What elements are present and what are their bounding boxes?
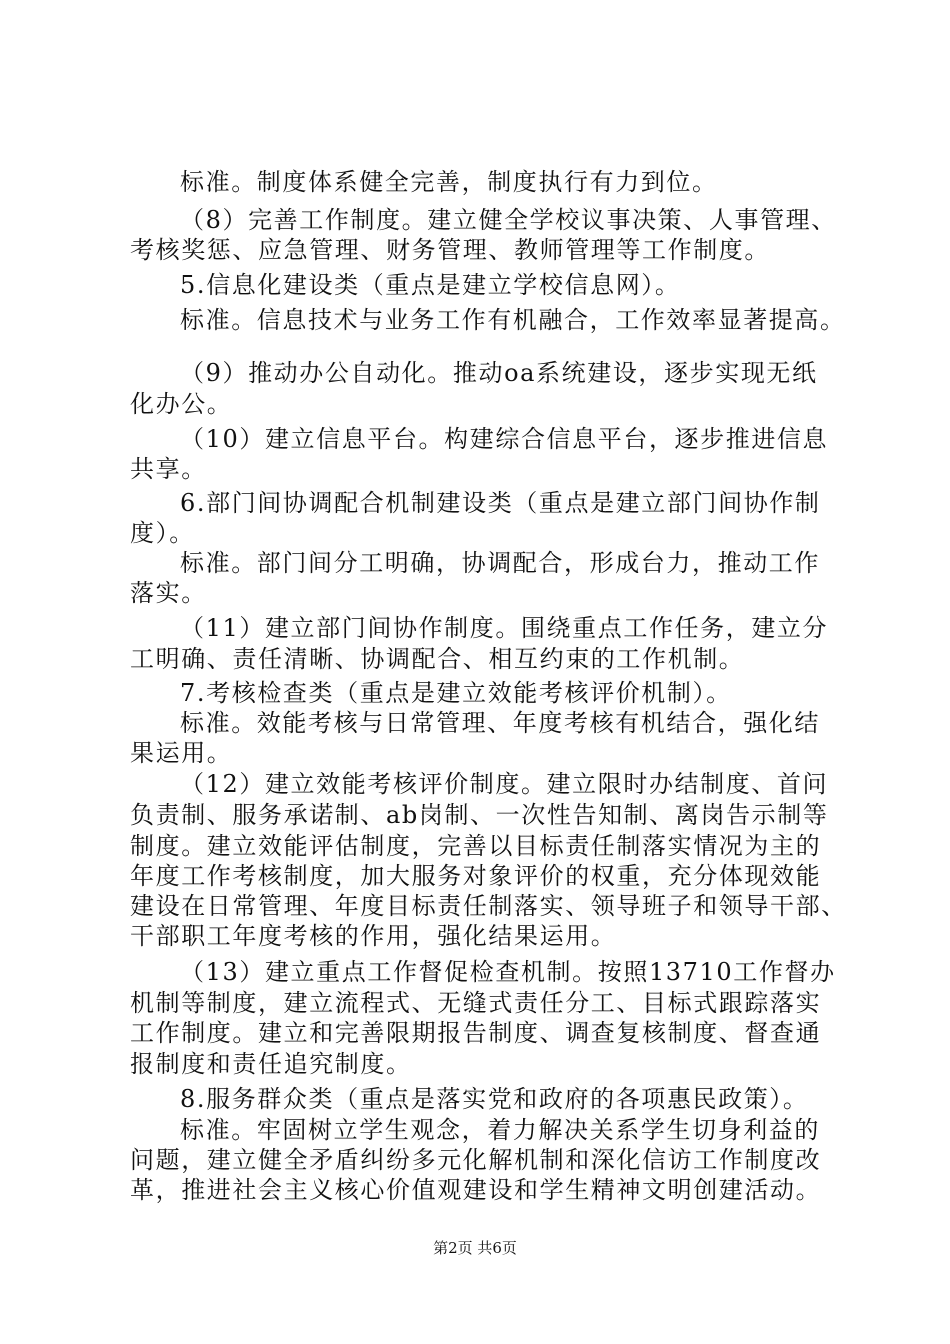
section-heading: 7.考核检查类（重点是建立效能考核评价机制）。: [180, 679, 732, 707]
text-line: 制度。建立效能评估制度，完善以目标责任制落实情况为主的: [130, 832, 822, 860]
text-line: （11）建立部门间协作制度。围绕重点工作任务，建立分: [180, 614, 829, 642]
text-line: （10）建立信息平台。构建综合信息平台，逐步推进信息: [180, 425, 829, 453]
text-line: 报制度和责任追究制度。: [130, 1050, 412, 1078]
text-line: 干部职工年度考核的作用，强化结果运用。: [130, 922, 617, 950]
section-heading: 5.信息化建设类（重点是建立学校信息网）。: [180, 271, 681, 299]
page-footer: 第2页 共6页: [433, 1239, 517, 1257]
text-line: （12）建立效能考核评价制度。建立限时办结制度、首问: [180, 770, 829, 798]
text-line: 工明确、责任清晰、协调配合、相互约束的工作机制。: [130, 645, 745, 673]
text-line: （13）建立重点工作督促检查机制。按照13710工作督办: [180, 958, 836, 986]
text-line: 化办公。: [130, 390, 233, 418]
text-line: 果运用。: [130, 739, 233, 767]
text-line: （9）推动办公自动化。推动oa系统建设，逐步实现无纸: [180, 359, 818, 387]
section-heading: 8.服务群众类（重点是落实党和政府的各项惠民政策）。: [180, 1085, 809, 1113]
text-line: 机制等制度，建立流程式、无缝式责任分工、目标式跟踪落实: [130, 989, 822, 1017]
text-line: 革，推进社会主义核心价值观建设和学生精神文明创建活动。: [130, 1176, 822, 1204]
text-line: 标准。部门间分工明确，协调配合，形成台力，推动工作: [180, 549, 820, 577]
text-line: 问题，建立健全矛盾纠纷多元化解机制和深化信访工作制度改: [130, 1146, 822, 1174]
text-line: 年度工作考核制度，加大服务对象评价的权重，充分体现效能: [130, 862, 822, 890]
text-line: 工作制度。建立和完善限期报告制度、调查复核制度、督查通: [130, 1019, 822, 1047]
section-heading: 6.部门间协调配合机制建设类（重点是建立部门间协作制: [180, 489, 821, 517]
text-line: 标准。效能考核与日常管理、年度考核有机结合，强化结: [180, 709, 820, 737]
text-line: 落实。: [130, 579, 207, 607]
text-line: 负责制、服务承诺制、ab岗制、一次性告知制、离岗告示制等: [130, 801, 829, 829]
text-line: （8）完善工作制度。建立健全学校议事决策、人事管理、: [180, 206, 837, 234]
text-line: 标准。制度体系健全完善，制度执行有力到位。: [180, 168, 718, 196]
text-line: 标准。牢固树立学生观念，着力解决关系学生切身利益的: [180, 1116, 820, 1144]
text-line: 标准。信息技术与业务工作有机融合，工作效率显著提高。: [180, 306, 846, 334]
text-line: 度）。: [130, 519, 195, 547]
text-line: 共享。: [130, 455, 207, 483]
text-line: 建设在日常管理、年度目标责任制落实、领导班子和领导干部、: [130, 892, 847, 920]
text-line: 考核奖惩、应急管理、财务管理、教师管理等工作制度。: [130, 236, 770, 264]
